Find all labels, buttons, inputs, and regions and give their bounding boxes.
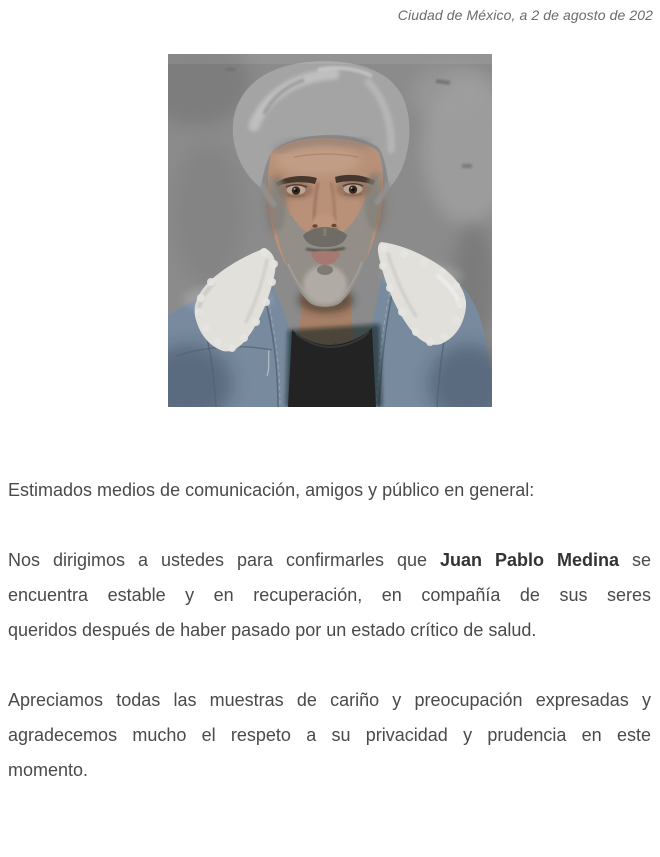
- status-line1-post: se: [619, 550, 652, 570]
- thanks-paragraph-line-1: Apreciamos todas las muestras de cariño y preocupación expresadas y: [8, 690, 651, 710]
- letter-body: [8, 473, 651, 823]
- dateline: Ciudad de México, a 2 de agosto de 202: [397, 7, 653, 23]
- status-paragraph-line-1: [8, 543, 651, 578]
- person-name: Juan Pablo Medina: [440, 550, 620, 570]
- status-line1-pre: Nos dirigimos a ustedes para confirmarles que: [8, 550, 441, 570]
- salutation: Estimados medios de comunicación, amigos y público en general:: [8, 480, 535, 500]
- salutation-paragraph: [8, 473, 651, 508]
- portrait-illustration: [168, 54, 492, 407]
- thanks-paragraph-line-3: momento.: [8, 760, 89, 780]
- thanks-paragraph-line-2: agradecemos mucho el respeto a su privacidad y prudencia en este: [8, 725, 651, 745]
- status-paragraph-line-3: queridos después de haber pasado por un estado crítico de salud.: [8, 620, 537, 640]
- portrait-photo: [168, 54, 492, 407]
- status-paragraph: [8, 543, 651, 648]
- thanks-paragraph: [8, 683, 651, 788]
- status-paragraph-line-2: encuentra estable y en recuperación, en compañía de sus seres: [8, 585, 651, 605]
